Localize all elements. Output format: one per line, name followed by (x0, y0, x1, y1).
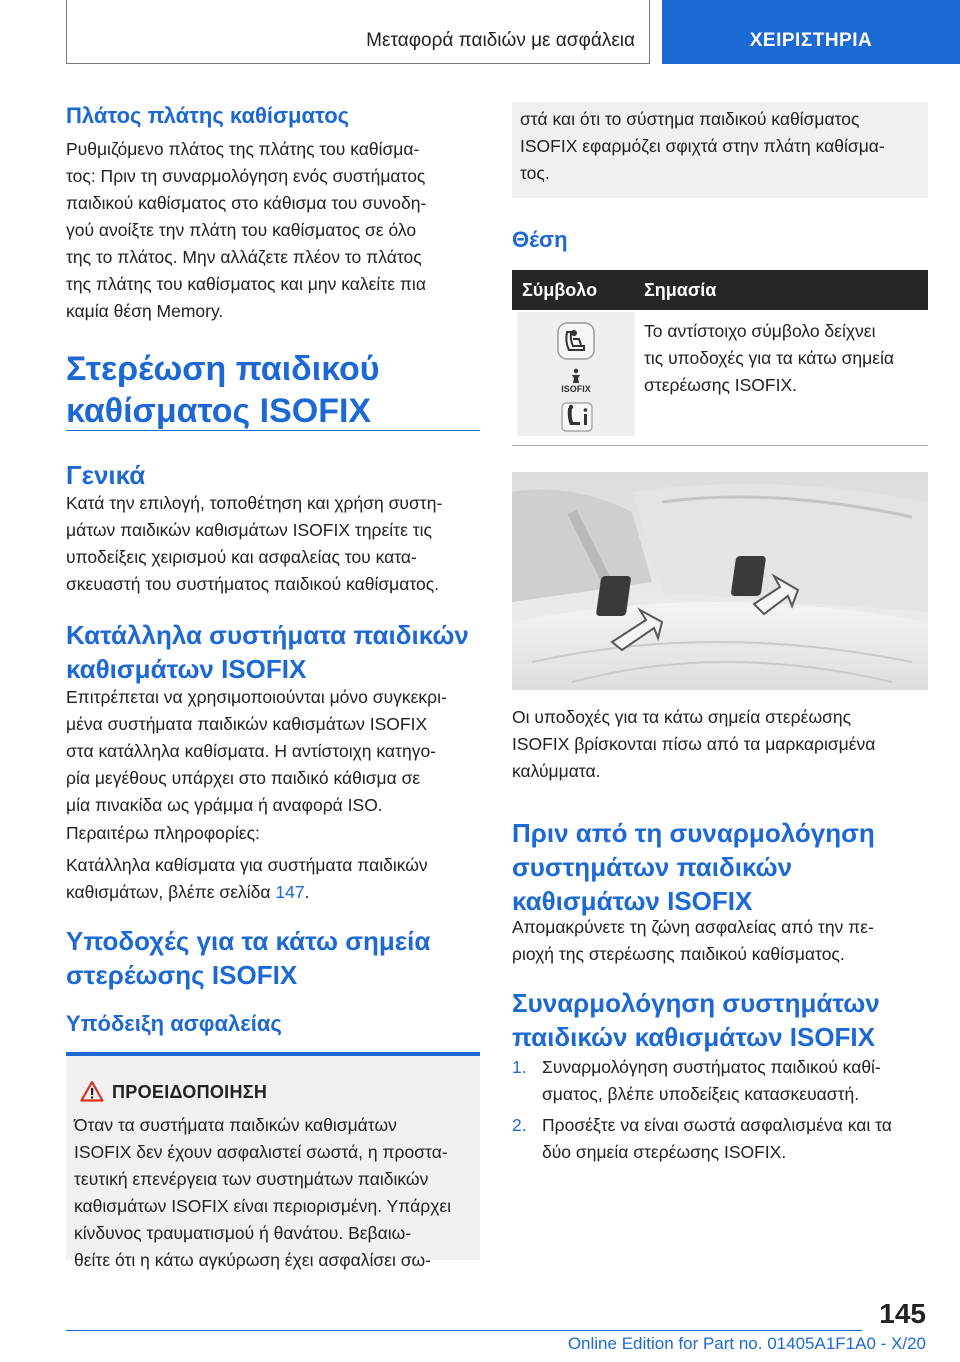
heading-lower-anchor-mounts: Υποδοχές για τα κάτω σημεία στερέωσης ISOFIX (66, 926, 431, 990)
step-number: 1. (512, 1057, 527, 1077)
step-number: 2. (512, 1115, 527, 1135)
chapter-header (66, 0, 650, 64)
heading-safety-note: Υπόδειξη ασφαλείας (66, 1011, 282, 1036)
page-number: 145 (879, 1298, 926, 1329)
table-bottom-rule (512, 445, 928, 446)
heading-position: Θέση (512, 227, 568, 252)
section-tab-label: ΧΕΙΡΙΣΤΗΡΙΑ (749, 30, 873, 51)
symbol-description: Το αντίστοιχο σύμβολο δείχνει τις υποδοχές για τα κάτω σημεία στερέωσης ISOFIX. (644, 321, 895, 395)
column-header-meaning: Σημασία (644, 280, 717, 300)
warning-title: ΠΡΟΕΙΔΟΠΟΙΗΣΗ (112, 1082, 268, 1102)
heading-backrest-width: Πλάτος πλάτης καθίσματος (66, 103, 350, 128)
list-item (512, 1054, 928, 1108)
column-header-symbol: Σύμβολο (522, 280, 598, 300)
rear-seat-illustration (512, 472, 928, 690)
warning-box (66, 1052, 480, 1270)
paragraph-more-info: Περαιτέρω πληροφορίες: (66, 823, 260, 843)
page-reference-link[interactable]: 147 (275, 882, 305, 902)
photo-caption: Οι υποδοχές για τα κάτω σημεία στερέωσης ISOFIX βρίσκονται πίσω από τα μαρκαρισμένα καλύμματα. (512, 707, 876, 781)
child-figure-icon (568, 368, 584, 384)
warning-triangle-icon (80, 1080, 104, 1102)
section-tab (662, 0, 960, 64)
list-item (512, 1112, 928, 1166)
heading-underline (66, 430, 480, 431)
isofix-symbol-label: ISOFIX (561, 384, 591, 394)
isofix-anchor-icon (561, 402, 593, 432)
child-seat-icon (557, 322, 595, 360)
paragraph-suitable-systems: Επιτρέπεται να χρησιμοποιούνται μόνο συγκεκρι- μένα συστήματα παιδικών καθισμάτων ISOFIX στα κατάλληλα καθίσματα. Η αντίστοιχη κατηγο- ρία μεγέθους υπάρχει στο παιδικό κάθισμα σε μία πινακίδα ως γράμμα ή αναφορά ISO. (66, 687, 447, 815)
warning-box-continued (512, 102, 928, 198)
heading-assembly: Συναρμολόγηση συστημάτων παιδικών καθισμάτων ISOFIX (512, 988, 880, 1052)
warning-text: Όταν τα συστήματα παιδικών καθισμάτων ISOFIX δεν έχουν ασφαλιστεί σωστά, η προστα- τευτική επενέργεια των συστημάτων παιδικών καθισμάτων ISOFIX είναι περιορισμένη. Υπάρχει κίνδυνος τραυματισμού ή θανάτου. Βεβαιω- θείτε ότι η κάτω αγκύρωση έχει ασφαλίσει σω- (74, 1115, 452, 1270)
step-text: Συναρμολόγηση συστήματος παιδικού καθί- σματος, βλέπε υποδείξεις κατασκευαστή. (542, 1057, 881, 1104)
footer-rule (66, 1330, 862, 1331)
heading-suitable-systems: Κατάλληλα συστήματα παιδικών καθισμάτων ISOFIX (66, 620, 469, 684)
heading-isofix-mounting: Στερέωση παιδικού καθίσματος ISOFIX (66, 350, 380, 430)
footer-edition-text: Online Edition for Part no. 01405A1F1A0 - X/20 (567, 1334, 926, 1353)
isofix-covers-photo (512, 472, 928, 690)
chapter-title: Μεταφορά παιδιών με ασφάλεια (366, 30, 635, 51)
paragraph-general: Κατά την επιλογή, τοποθέτηση και χρήση συστη- μάτων παιδικών καθισμάτων ISOFIX τηρείτε τις υποδείξεις χειρισμού και ασφαλείας του κατα- σκευαστή του συστήματος παιδικού καθίσματος. (66, 493, 443, 594)
paragraph-backrest-width: Ρυθμιζόμενο πλάτος της πλάτης του καθίσμα- τος: Πριν τη συναρμολόγηση ενός συστήματος παιδικού καθίσματος στο κάθισμα του συνοδη- γού ανοίξτε την πλάτη του καθίσματος σε όλο της το πλάτος. Μην αλλάζετε πλέον το πλάτος της πλάτης του καθίσματος και μην καλείτε πια καμία θέση Memory. (66, 139, 427, 321)
step-text: Προσέξτε να είναι σωστά ασφαλισμένα και τα δύο σημεία στερέωσης ISOFIX. (542, 1115, 892, 1162)
paragraph-suitable-ref: Κατάλληλα καθίσματα για συστήματα παιδικών καθισμάτων, βλέπε σελίδα 147. (66, 855, 428, 902)
heading-before-assembly: Πριν από τη συναρμολόγηση συστημάτων παιδικών καθισμάτων ISOFIX (512, 818, 875, 916)
symbol-cell (517, 312, 635, 436)
symbol-table-header (512, 270, 928, 310)
warning-text-continued: στά και ότι το σύστημα παιδικού καθίσματος ISOFIX εφαρμόζει σφιχτά στην πλάτη καθίσμα- τος. (520, 109, 885, 183)
heading-general: Γενικά (66, 460, 146, 490)
paragraph-before-assembly: Απομακρύνετε τη ζώνη ασφαλείας από την πε- ριοχή της στερέωσης παιδικού καθίσματος. (512, 917, 874, 964)
